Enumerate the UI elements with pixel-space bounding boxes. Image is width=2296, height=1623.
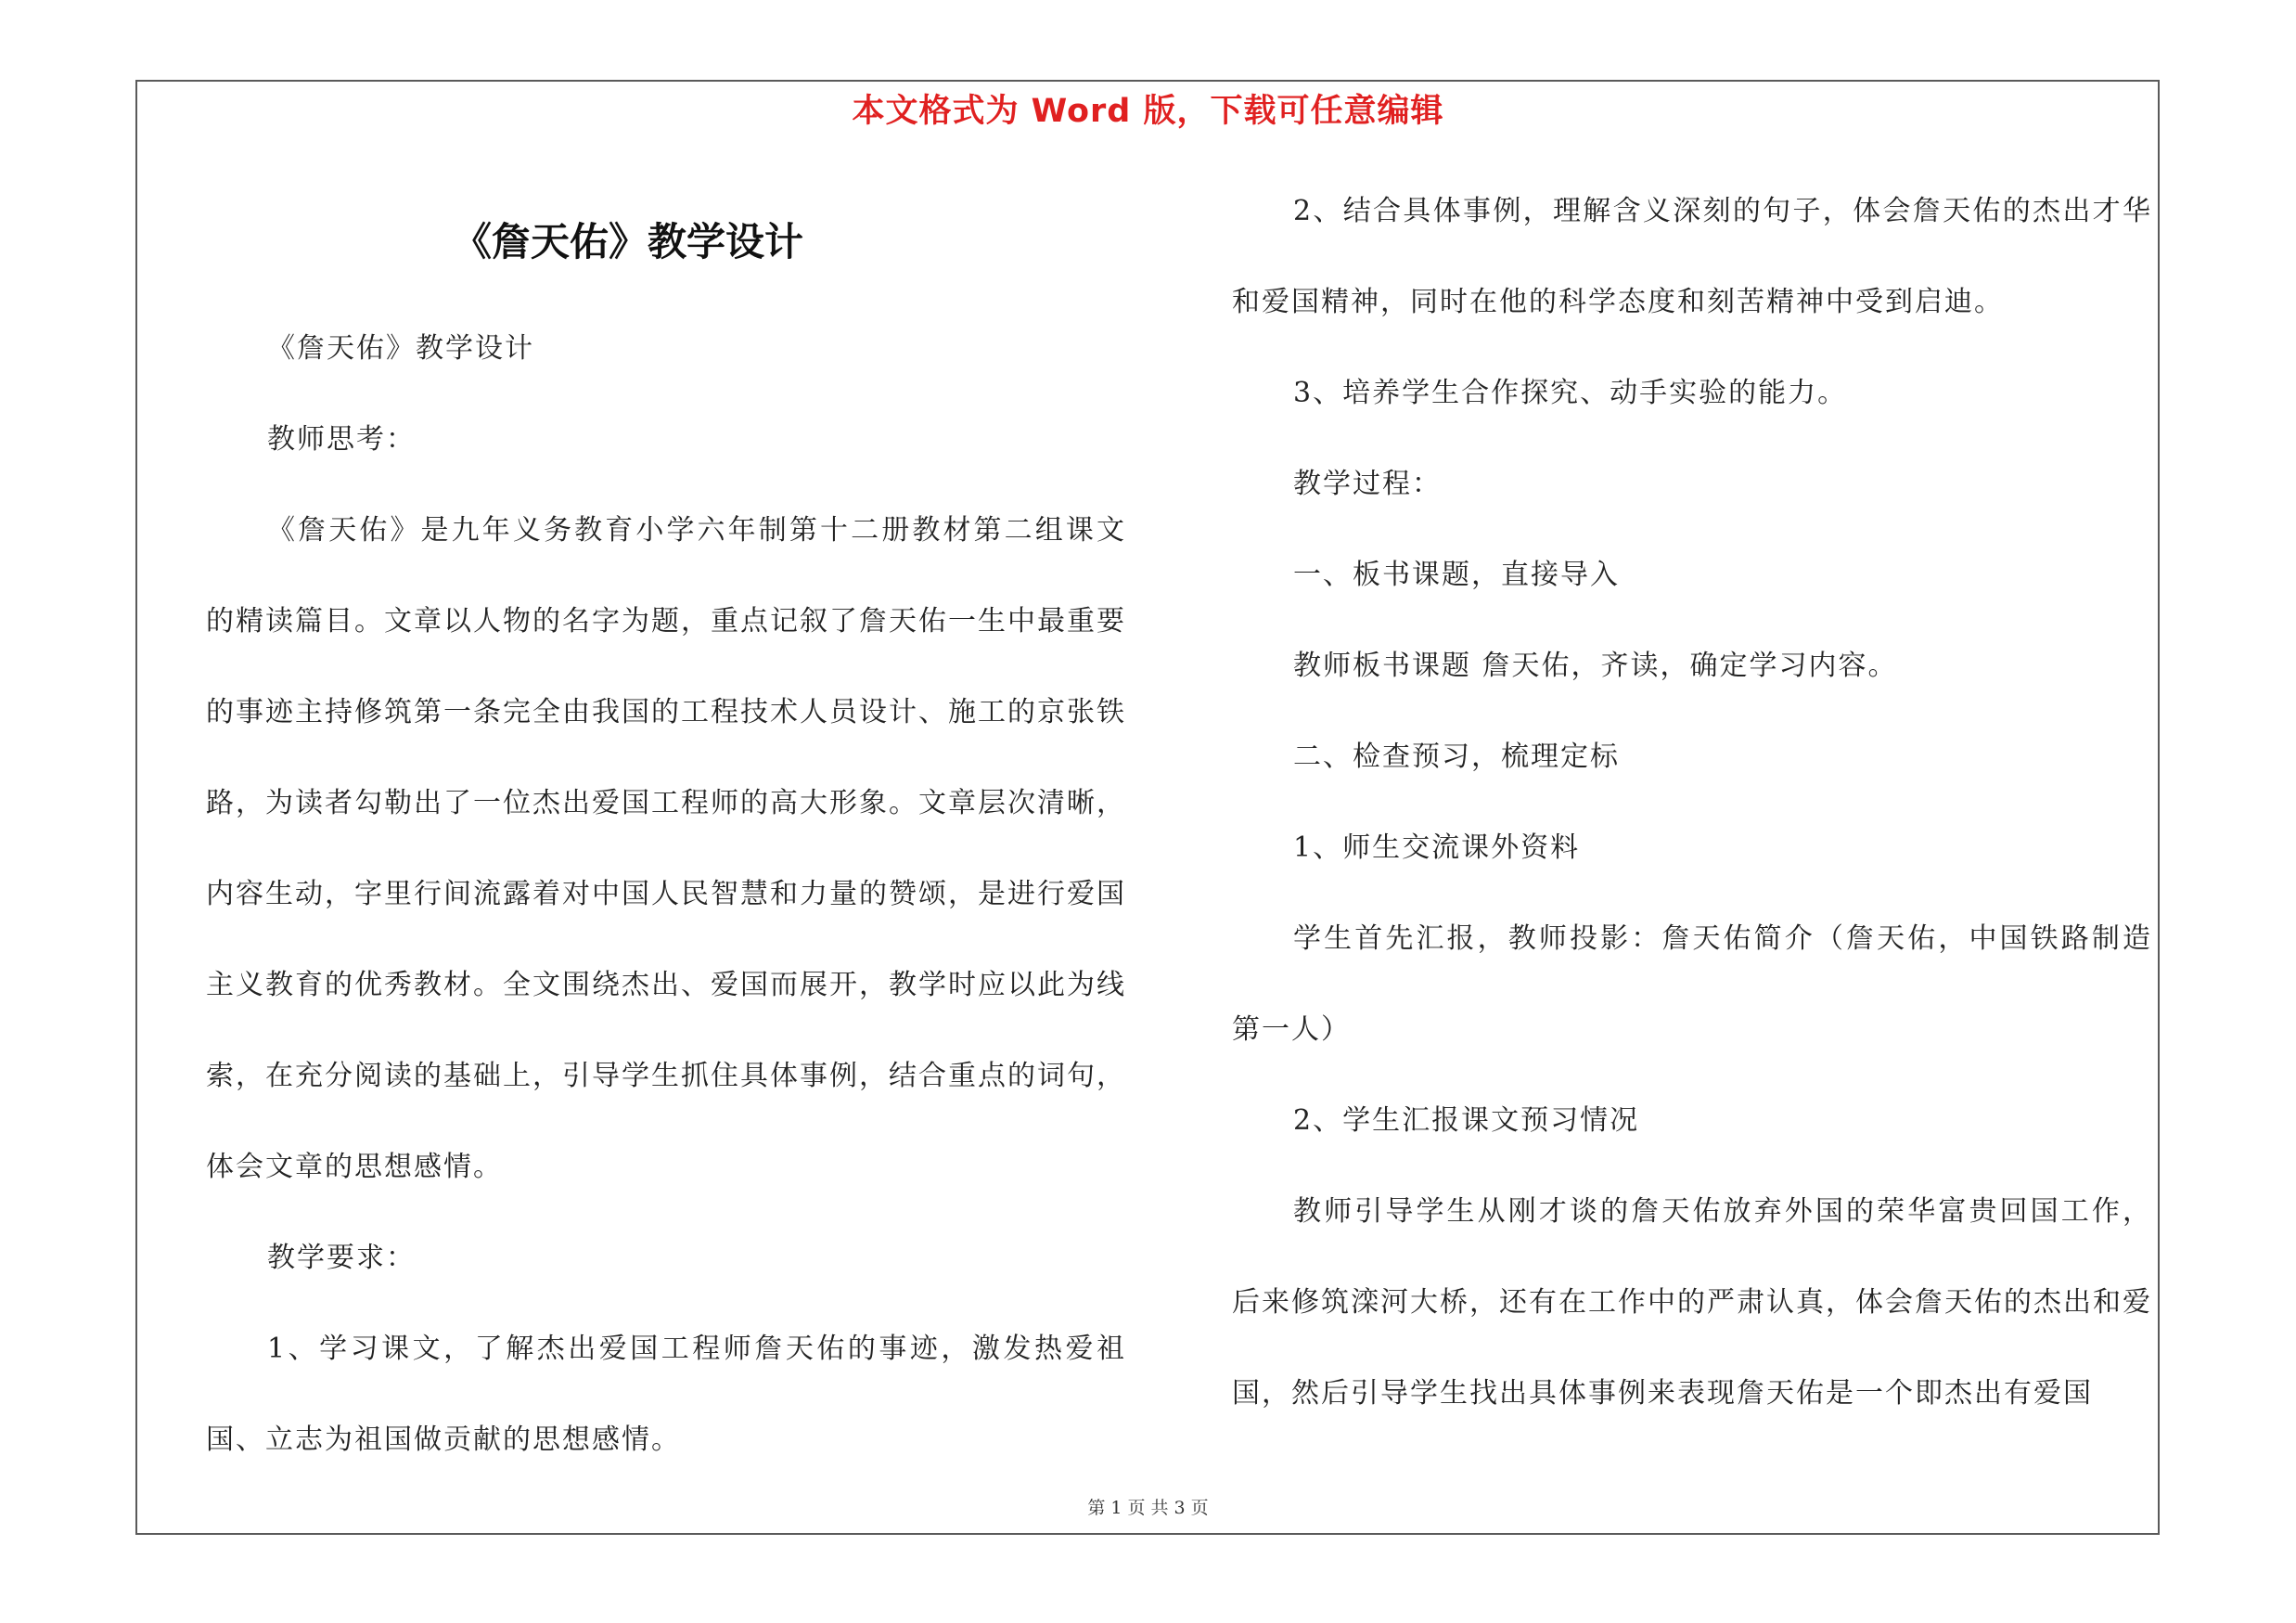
paragraph: 2、结合具体事例，理解含义深刻的句子，体会詹天佑的杰出才华和爱国精神，同时在他的科学态度和刻苦精神中受到启迪。 xyxy=(1232,195,2152,318)
left-column xyxy=(206,303,1126,1486)
paragraph: 《詹天佑》教学设计 xyxy=(267,332,534,365)
paragraph: 2、学生汇报课文预习情况 xyxy=(1293,1104,1640,1137)
paragraph: 二、检查预习，梳理定标 xyxy=(1293,741,1620,773)
paragraph: 3、培养学生合作探究、动手实验的能力。 xyxy=(1293,377,1848,409)
format-banner: 本文格式为 Word 版，下载可任意编辑 xyxy=(852,93,1444,130)
paragraph: 教师板书课题 詹天佑，齐读，确定学习内容。 xyxy=(1293,650,1898,682)
page-number-footer: 第 1 页 共 3 页 xyxy=(1087,1498,1209,1518)
paragraph: 《詹天佑》是九年义务教育小学六年制第十二册教材第二组课文的精读篇目。文章以人物的名字为题，重点记叙了詹天佑一生中最重要的事迹主持修筑第一条完全由我国的工程技术人员设计、施工的京张铁路，为读者勾勒出了一位杰出爱国工程师的高大形象。文章层次清晰，内容生动，字里行间流露着对中国人民智慧和力量的赞颂，是进行爱国主义教育的优秀教材。全文围绕杰出、爱国而展开，教学时应以此为线索，在充分阅读的基础上，引导学生抓住具体事例，结合重点的词句，体会文章的思想感情。 xyxy=(206,514,1126,1183)
paragraph: 教学要求： xyxy=(267,1242,416,1274)
paragraph: 学生首先汇报，教师投影：詹天佑简介（詹天佑，中国铁路制造第一人） xyxy=(1232,922,2152,1046)
paragraph: 一、板书课题，直接导入 xyxy=(1293,559,1620,591)
document-title: 《詹天佑》教学设计 xyxy=(453,219,804,264)
paragraph: 教师思考： xyxy=(267,423,416,456)
paragraph: 教学过程： xyxy=(1293,468,1442,500)
paragraph: 1、师生交流课外资料 xyxy=(1293,831,1581,864)
right-column xyxy=(1232,166,2152,1439)
paragraph: 教师引导学生从刚才谈的詹天佑放弃外国的荣华富贵回国工作，后来修筑滦河大桥，还有在工作中的严肃认真，体会詹天佑的杰出和爱国，然后引导学生找出具体事例来表现詹天佑是一个即杰出有爱国 xyxy=(1232,1195,2152,1410)
paragraph: 1、学习课文，了解杰出爱国工程师詹天佑的事迹，激发热爱祖国、立志为祖国做贡献的思想感情。 xyxy=(206,1333,1126,1456)
